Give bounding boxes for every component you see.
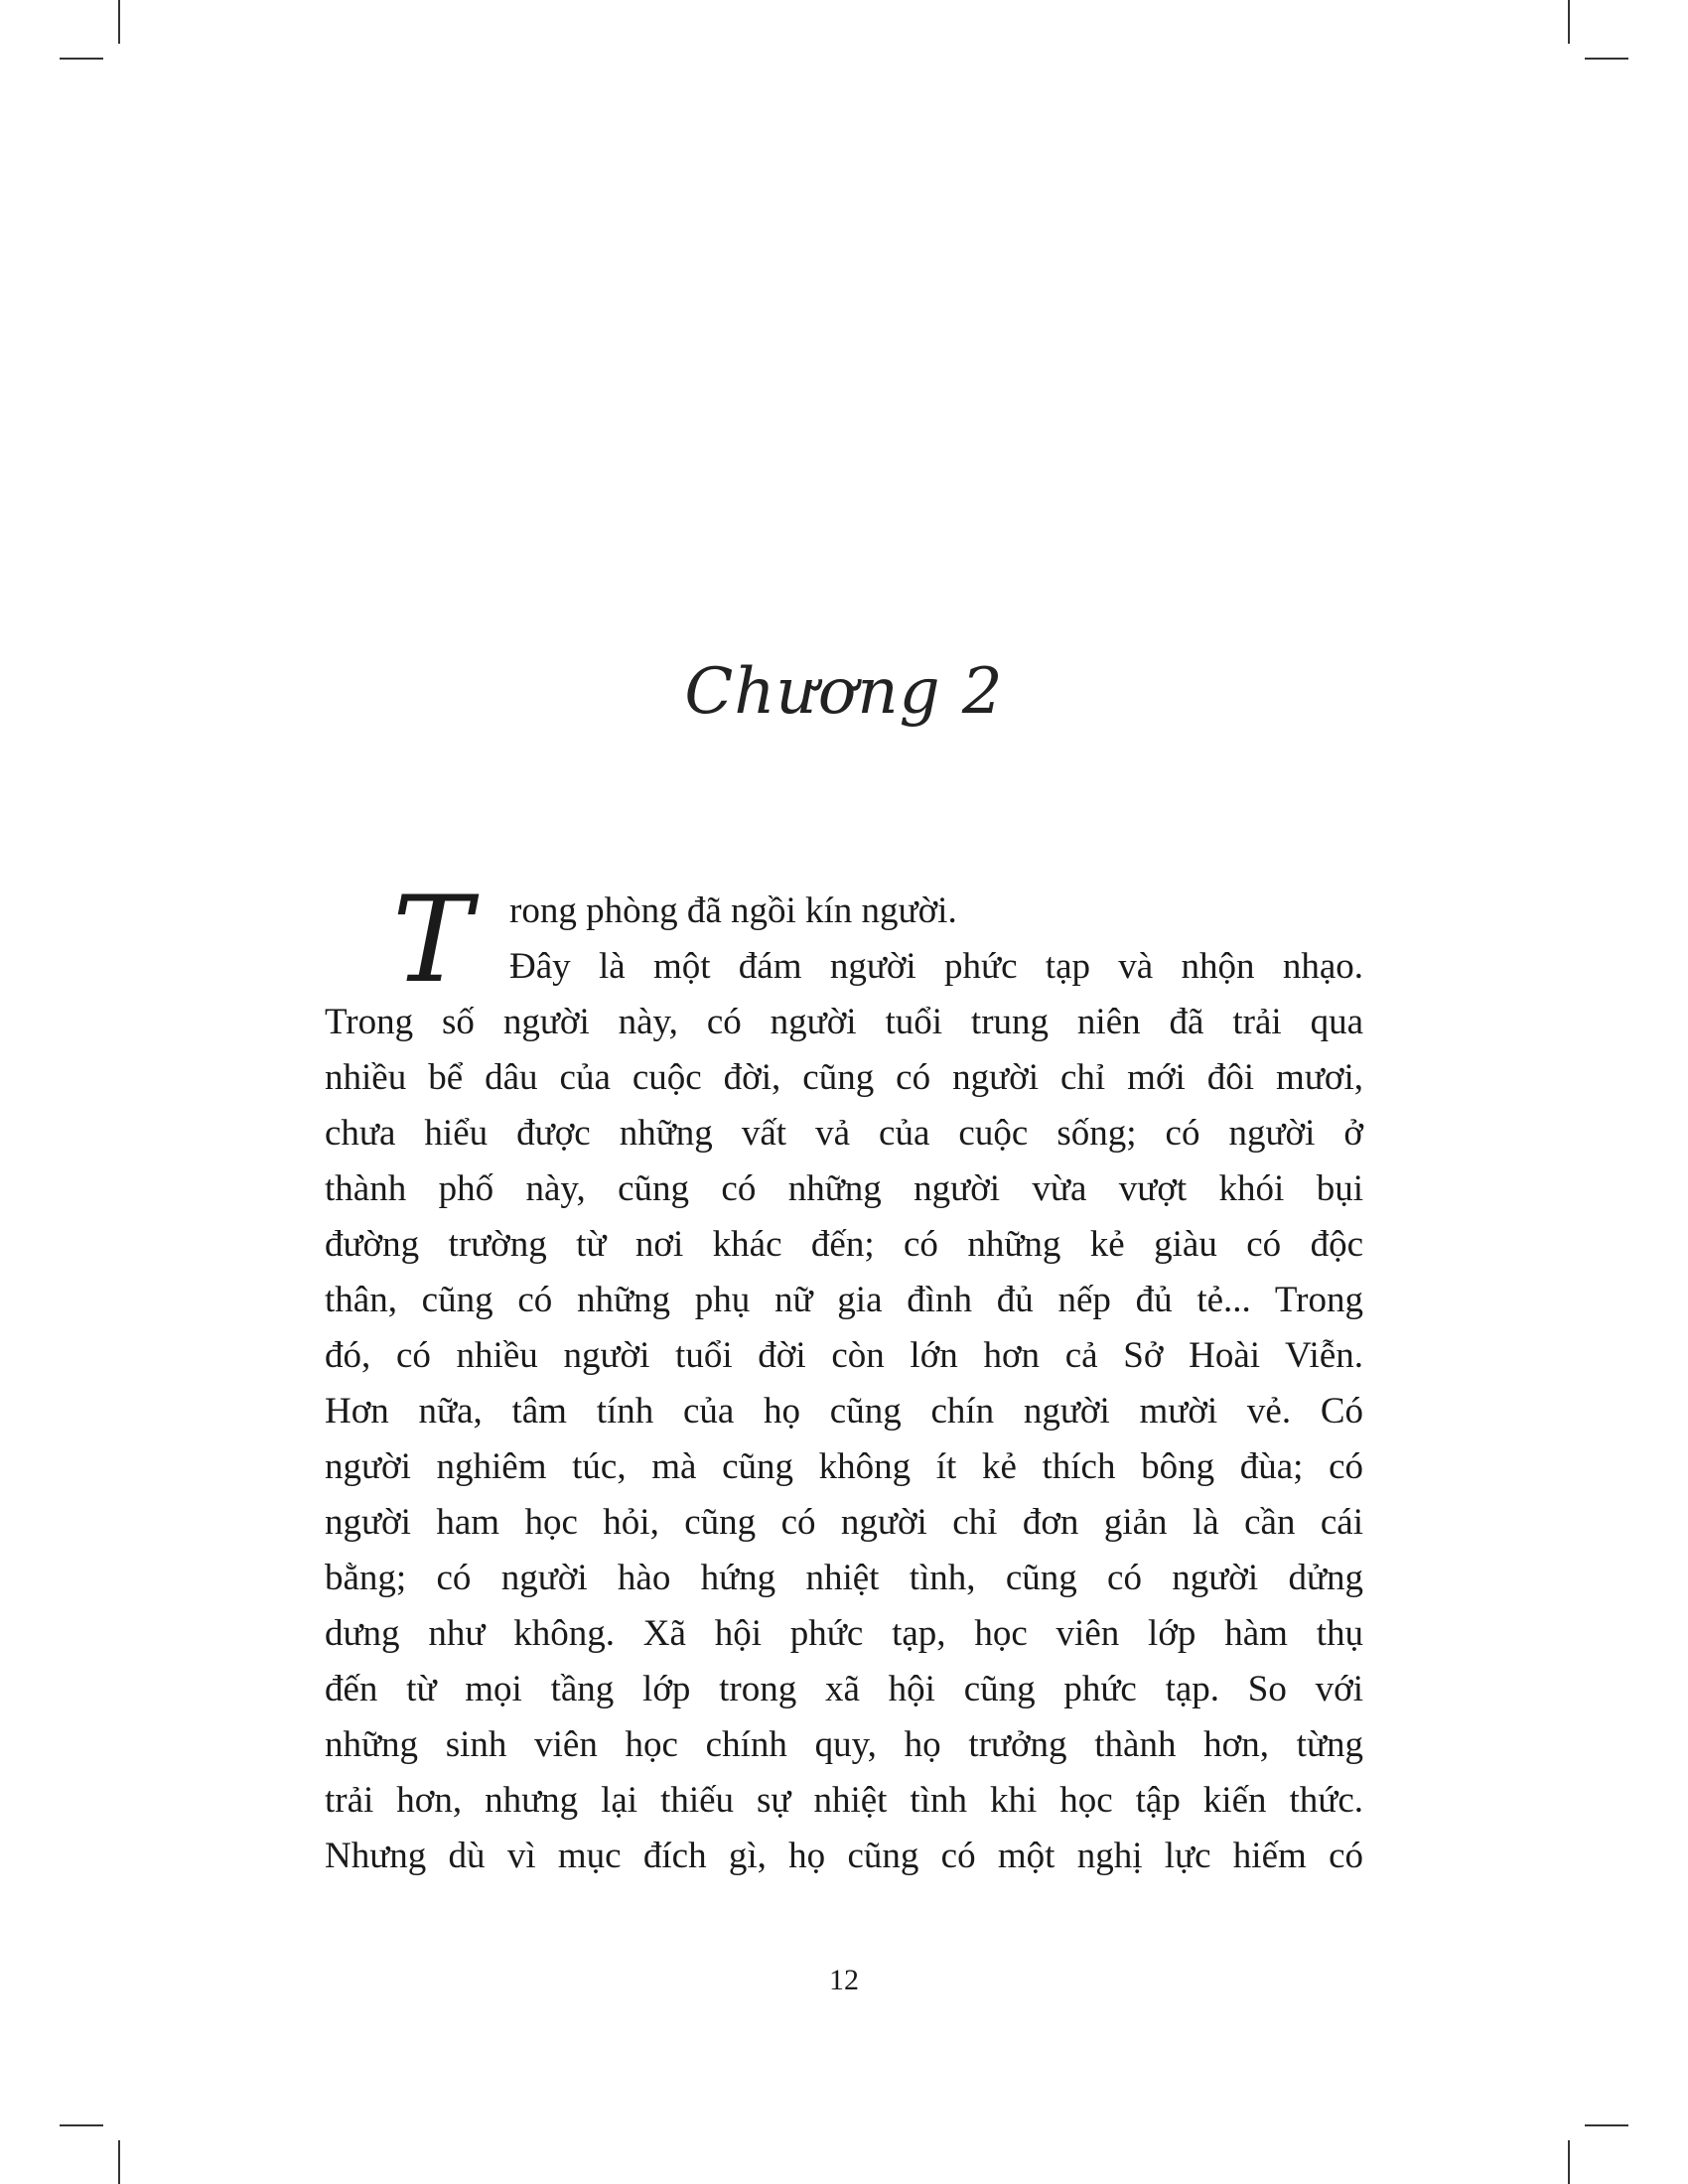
crop-mark-top-left-v <box>118 0 120 44</box>
text-line: những sinh viên học chính quy, họ trưởng thành hơn, từng <box>325 1724 1363 1765</box>
crop-mark-bottom-left-h <box>60 2124 103 2126</box>
text-line: Trong số người này, có người tuổi trung niên đã trải qua <box>325 1002 1363 1042</box>
page-number: 12 <box>829 1964 859 1996</box>
text-line: đến từ mọi tầng lớp trong xã hội cũng phức tạp. So với <box>325 1669 1363 1709</box>
chapter-title: Chương 2 <box>684 655 1004 729</box>
text-line: người nghiêm túc, mà cũng không ít kẻ thích bông đùa; có <box>325 1446 1363 1487</box>
crop-mark-top-left-h <box>60 58 103 60</box>
text-line: Nhưng dù vì mục đích gì, họ cũng có một nghị lực hiếm có <box>325 1836 1363 1876</box>
text-line: người ham học hỏi, cũng có người chỉ đơn giản là cần cái <box>325 1502 1363 1543</box>
text-line: bằng; có người hào hứng nhiệt tình, cũng có người dửng <box>325 1558 1363 1598</box>
text-line: dưng như không. Xã hội phức tạp, học viên lớp hàm thụ <box>325 1613 1363 1654</box>
crop-mark-top-right-v <box>1568 0 1570 44</box>
text-line: Hơn nữa, tâm tính của họ cũng chín người mười vẻ. Có <box>325 1391 1363 1432</box>
crop-mark-bottom-left-v <box>118 2140 120 2184</box>
text-line: chưa hiểu được những vất vả của cuộc sống; có người ở <box>325 1113 1363 1154</box>
text-line: Đây là một đám người phức tạp và nhộn nhạo. <box>509 946 1363 987</box>
text-line: nhiều bể dâu của cuộc đời, cũng có người chỉ mới đôi mươi, <box>325 1057 1363 1098</box>
text-line: đường trường từ nơi khác đến; có những kẻ giàu có độc <box>325 1224 1363 1265</box>
crop-mark-bottom-right-v <box>1568 2140 1570 2184</box>
crop-mark-top-right-h <box>1585 58 1628 60</box>
text-line: thành phố này, cũng có những người vừa vượt khói bụi <box>325 1168 1363 1209</box>
crop-mark-bottom-right-h <box>1585 2124 1628 2126</box>
body-paragraph <box>325 872 1363 1884</box>
text-line: đó, có nhiều người tuổi đời còn lớn hơn cả Sở Hoài Viễn. <box>325 1335 1363 1376</box>
drop-cap-letter: T <box>392 872 473 1010</box>
text-line: thân, cũng có những phụ nữ gia đình đủ nếp đủ tẻ... Trong <box>325 1280 1363 1320</box>
text-line: rong phòng đã ngồi kín người. <box>509 890 957 931</box>
text-line: trải hơn, nhưng lại thiếu sự nhiệt tình khi học tập kiến thức. <box>325 1780 1363 1821</box>
